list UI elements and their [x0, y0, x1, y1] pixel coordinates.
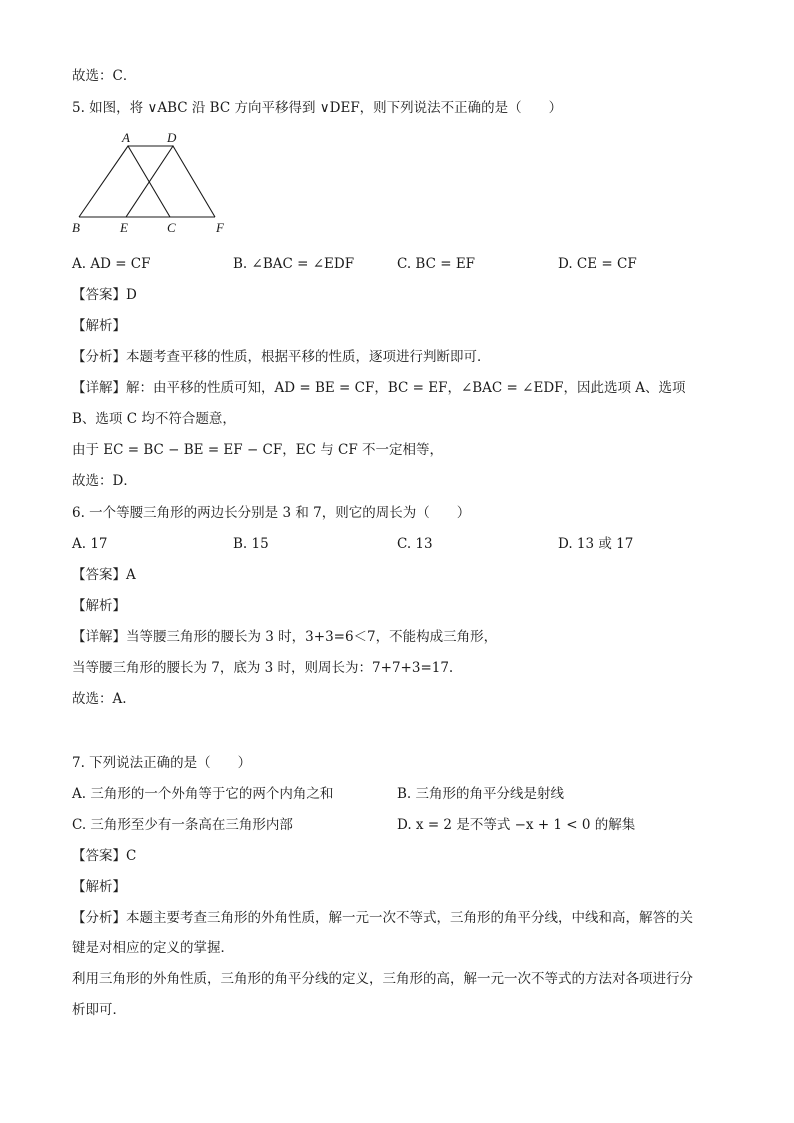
q5-detail-2: B、选项 C 均不符合题意， — [72, 411, 236, 427]
q7-option-b: B. 三角形的角平分线是射线 — [397, 786, 565, 802]
q6-option-b: B. 15 — [233, 536, 269, 552]
label-e: E — [120, 220, 128, 235]
q5-option-c: C. BC = EF — [397, 256, 476, 272]
q7-analysis-2: 键是对相应的定义的掌握． — [72, 940, 234, 956]
answer-choice-line: 故选：C． — [72, 68, 137, 84]
q5-option-b: B. ∠BAC = ∠EDF — [233, 256, 355, 272]
q7-analysis-4: 析即可． — [72, 1002, 126, 1018]
q5-answer: 【答案】D — [72, 287, 137, 303]
q6-choice: 故选：A. — [72, 691, 127, 707]
triangle-abc — [79, 146, 170, 217]
q6-option-a: A. 17 — [72, 536, 108, 552]
q7-option-c: C. 三角形至少有一条高在三角形内部 — [72, 817, 293, 833]
label-a: A — [122, 130, 130, 145]
q7-option-a: A. 三角形的一个外角等于它的两个内角之和 — [72, 786, 334, 802]
q5-detail-3: 由于 EC = BC − BE = EF − CF，EC 与 CF 不一定相等， — [72, 442, 443, 458]
label-b: B — [72, 220, 80, 235]
label-f: F — [216, 220, 224, 235]
q6-analysis-heading: 【解析】 — [72, 598, 126, 614]
q5-choice: 故选：D． — [72, 473, 137, 489]
q6-option-c: C. 13 — [397, 536, 433, 552]
q6-detail-1: 【详解】当等腰三角形的腰长为 3 时，3+3=6＜7，不能构成三角形， — [72, 629, 498, 645]
q7-answer: 【答案】C — [72, 848, 137, 864]
q7-option-d: D. x = 2 是不等式 −x + 1 < 0 的解集 — [397, 817, 636, 833]
q5-detail-1: 【详解】解：由平移的性质可知，AD = BE = CF，BC = EF，∠BAC = ∠EDF，因此选项 A、选项 — [72, 380, 686, 396]
label-d: D — [167, 130, 177, 145]
q7-analysis-heading: 【解析】 — [72, 879, 126, 895]
question-5: 5. 如图，将 ∨ABC 沿 BC 方向平移得到 ∨DEF，则下列说法不正确的是（ ） — [72, 100, 563, 116]
q6-option-d: D. 13 或 17 — [558, 536, 634, 552]
q5-analysis: 【分析】本题考查平移的性质，根据平移的性质，逐项进行判断即可． — [72, 349, 491, 365]
q6-detail-2: 当等腰三角形的腰长为 7，底为 3 时，则周长为：7+7+3=17. — [72, 660, 454, 676]
q7-analysis-3: 利用三角形的外角性质，三角形的角平分线的定义，三角形的高，解一元一次不等式的方法对各项进行分 — [72, 971, 693, 987]
q7-analysis-1: 【分析】本题主要考查三角形的外角性质，解一元一次不等式，三角形的角平分线，中线和高，解答的关 — [72, 910, 693, 926]
question-7: 7. 下列说法正确的是（ ） — [72, 755, 252, 771]
triangle-def — [126, 146, 215, 217]
q6-answer: 【答案】A — [72, 567, 136, 583]
translation-figure — [68, 128, 248, 238]
q5-option-d: D. CE = CF — [558, 256, 637, 272]
question-6: 6. 一个等腰三角形的两边长分别是 3 和 7，则它的周长为（ ） — [72, 505, 471, 521]
label-c: C — [167, 220, 176, 235]
q5-analysis-heading: 【解析】 — [72, 318, 126, 334]
q5-option-a: A. AD = CF — [72, 256, 151, 272]
